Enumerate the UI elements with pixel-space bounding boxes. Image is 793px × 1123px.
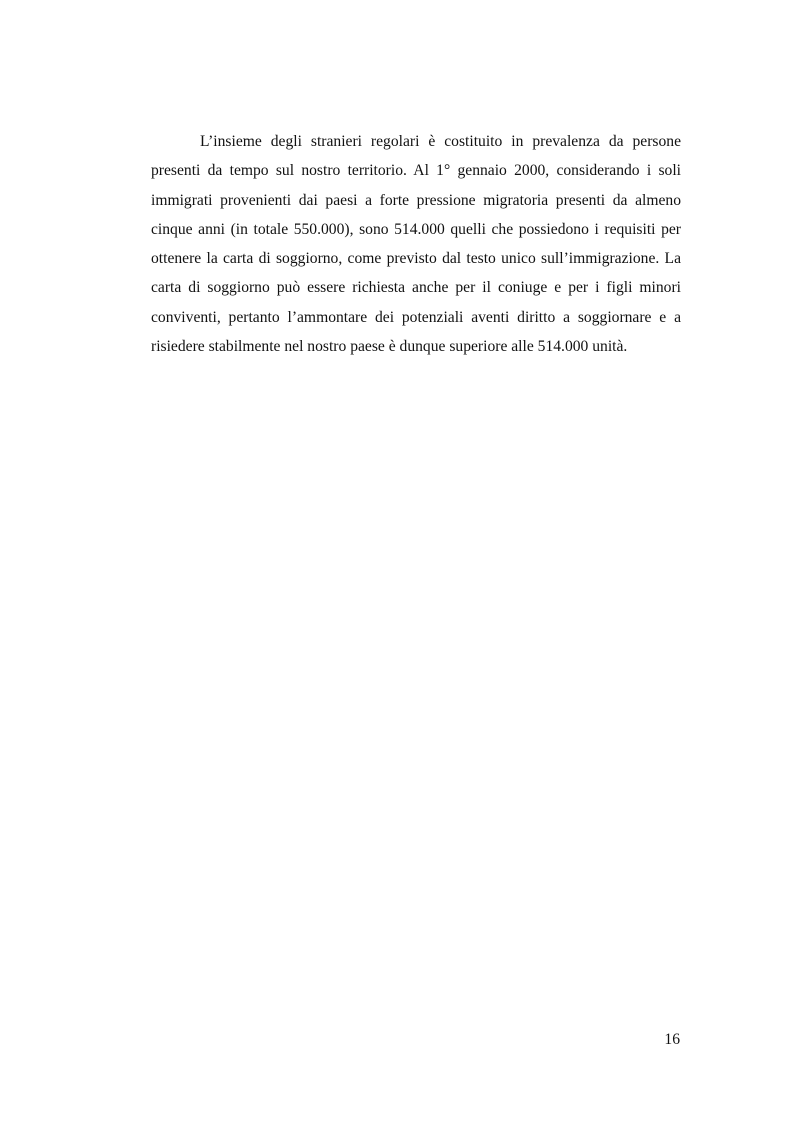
page-number: 16: [664, 1031, 680, 1048]
body-paragraph: L’insieme degli stranieri regolari è costituito in prevalenza da persone presenti da tempo sul nostro territorio. Al 1° gennaio 2000, considerando i soli immigrati provenienti dai paesi a forte pressione migratoria presenti da almeno cinque anni (in totale 550.000), sono 514.000 quelli che possiedono i requisiti per ottenere la carta di soggiorno, come previsto dal testo unico sull’immigrazione. La carta di soggiorno può essere richiesta anche per il coniuge e per i figli minori conviventi, pertanto l’ammontare dei potenziali aventi diritto a soggiornare e a risiedere stabilmente nel nostro paese è dunque superiore alle 514.000 unità.: [151, 133, 681, 356]
